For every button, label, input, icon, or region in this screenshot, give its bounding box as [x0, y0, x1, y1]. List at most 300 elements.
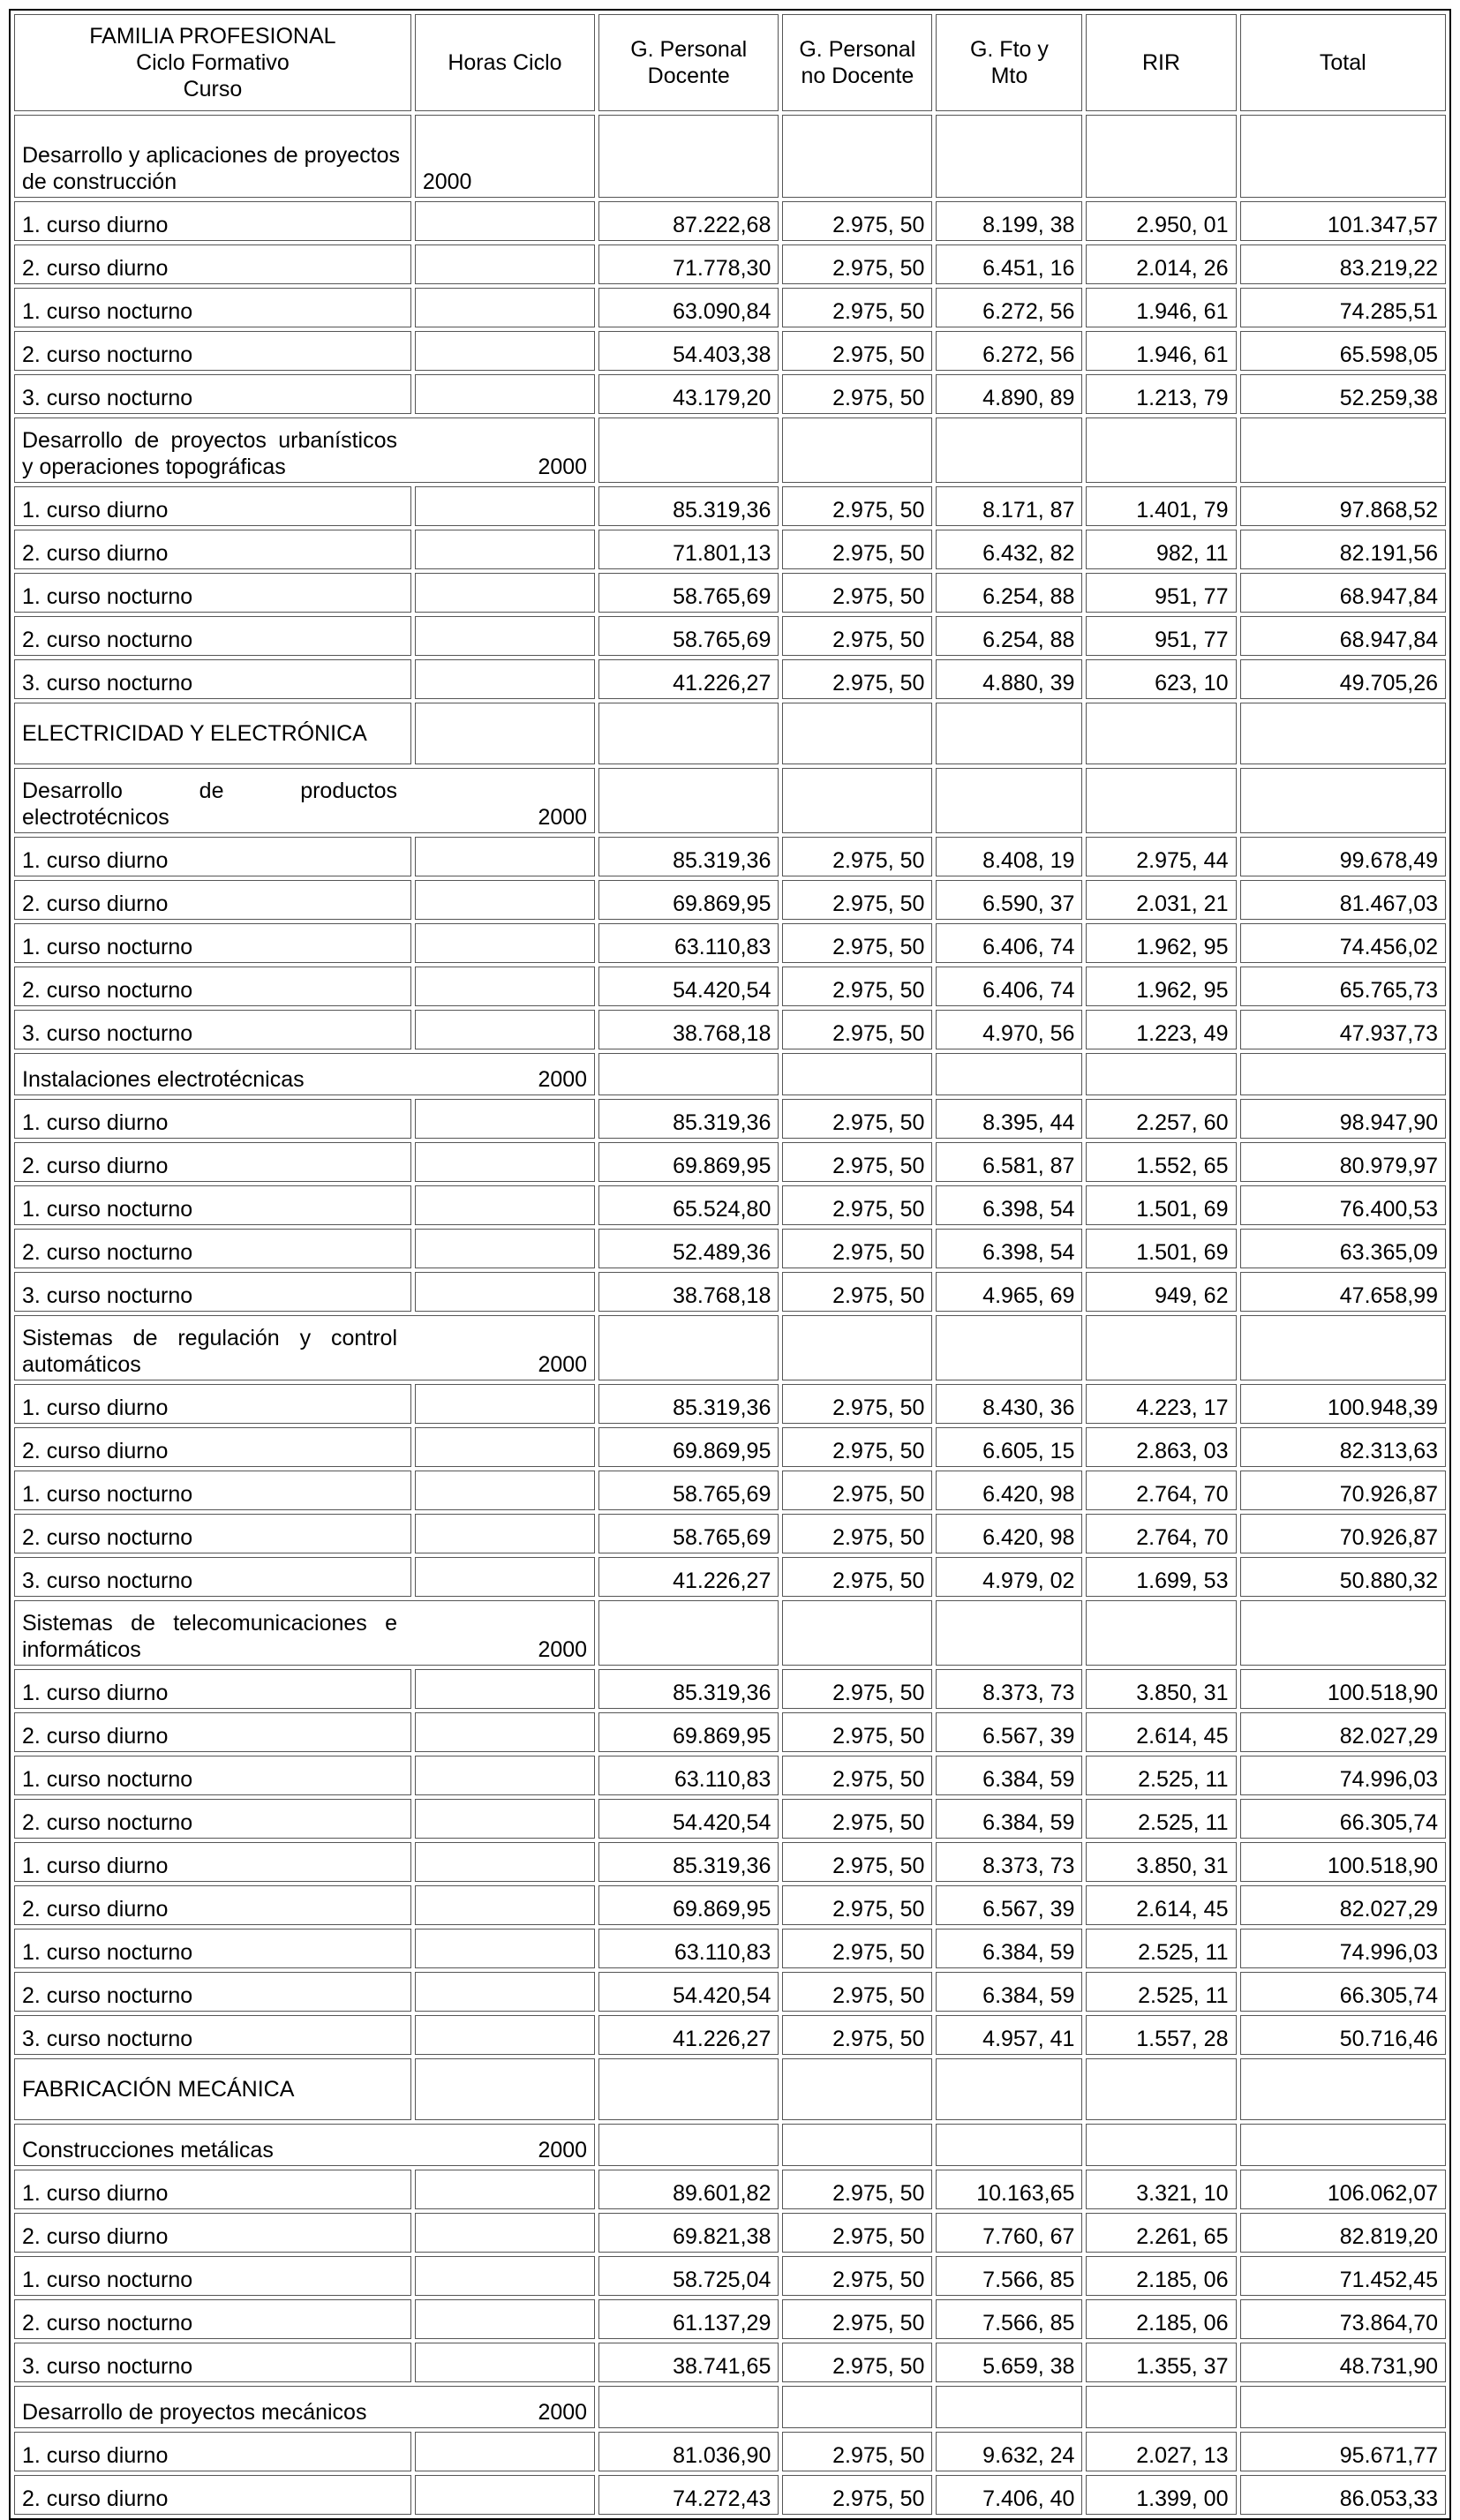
rir-cell: 2.031, 21	[1086, 880, 1236, 920]
rir-cell: 2.950, 01	[1086, 201, 1236, 241]
empty-cell	[782, 2124, 932, 2166]
empty-cell	[936, 2386, 1082, 2428]
personal-no-docente-cell: 2.975, 50	[782, 486, 932, 526]
empty-cell	[598, 2124, 779, 2166]
empty-cell	[782, 115, 932, 198]
personal-docente-cell: 54.420,54	[598, 967, 779, 1006]
total-cell: 97.868,52	[1240, 486, 1447, 526]
rir-cell: 3.321, 10	[1086, 2170, 1236, 2209]
personal-docente-cell: 54.420,54	[598, 1972, 779, 2012]
table-row-course	[14, 1099, 1446, 1139]
hours-cell	[415, 837, 595, 876]
total-cell: 68.947,84	[1240, 573, 1447, 613]
rir-cell: 1.962, 95	[1086, 923, 1236, 963]
table-row-cycle	[14, 1600, 1446, 1666]
fto-mto-cell: 6.420, 98	[936, 1471, 1082, 1510]
header-personal-no-docente: G. Personal no Docente	[782, 14, 932, 111]
rir-cell: 2.014, 26	[1086, 244, 1236, 284]
empty-cell	[936, 703, 1082, 764]
cycle-hours: 2000	[538, 2400, 588, 2425]
fto-mto-cell: 6.384, 59	[936, 1799, 1082, 1839]
cycle-name-cell	[14, 1315, 595, 1380]
empty-cell	[936, 2058, 1082, 2120]
personal-docente-cell: 71.801,13	[598, 530, 779, 569]
hours-cell	[415, 244, 595, 284]
rir-cell: 1.946, 61	[1086, 331, 1236, 371]
personal-no-docente-cell: 2.975, 50	[782, 1972, 932, 2012]
cycle-name: Sistemas de telecomunicaciones e informáticos	[22, 1611, 397, 1662]
course-name-cell: 2. curso nocturno	[14, 1972, 411, 2012]
personal-docente-cell: 63.110,83	[598, 1756, 779, 1795]
fto-mto-cell: 6.254, 88	[936, 573, 1082, 613]
cycle-name: Instalaciones electrotécnicas	[22, 1067, 305, 1092]
empty-cell	[598, 1053, 779, 1095]
total-cell: 48.731,90	[1240, 2343, 1447, 2382]
total-cell: 83.219,22	[1240, 244, 1447, 284]
fto-mto-cell: 4.957, 41	[936, 2015, 1082, 2055]
personal-docente-cell: 71.778,30	[598, 244, 779, 284]
fto-mto-cell: 6.406, 74	[936, 923, 1082, 963]
personal-no-docente-cell: 2.975, 50	[782, 1929, 932, 1968]
total-cell: 74.996,03	[1240, 1756, 1447, 1795]
table-row-course	[14, 659, 1446, 699]
personal-no-docente-cell: 2.975, 50	[782, 2256, 932, 2296]
empty-cell	[936, 115, 1082, 198]
course-name-cell: 1. curso nocturno	[14, 1185, 411, 1225]
personal-no-docente-cell: 2.975, 50	[782, 1756, 932, 1795]
personal-no-docente-cell: 2.975, 50	[782, 244, 932, 284]
hours-cell	[415, 1669, 595, 1709]
personal-no-docente-cell: 2.975, 50	[782, 1842, 932, 1882]
empty-cell	[415, 2058, 595, 2120]
personal-no-docente-cell: 2.975, 50	[782, 374, 932, 414]
rir-cell: 1.399, 00	[1086, 2475, 1236, 2515]
empty-cell	[782, 2386, 932, 2428]
fto-mto-cell: 4.979, 02	[936, 1557, 1082, 1597]
course-name-cell: 1. curso diurno	[14, 1384, 411, 1424]
course-name-cell: 1. curso nocturno	[14, 1756, 411, 1795]
personal-docente-cell: 69.869,95	[598, 1712, 779, 1752]
personal-no-docente-cell: 2.975, 50	[782, 2343, 932, 2382]
hours-cell	[415, 2299, 595, 2339]
fto-mto-cell: 6.420, 98	[936, 1514, 1082, 1553]
table-row-course	[14, 923, 1446, 963]
personal-no-docente-cell: 2.975, 50	[782, 880, 932, 920]
total-cell: 98.947,90	[1240, 1099, 1447, 1139]
personal-docente-cell: 54.420,54	[598, 1799, 779, 1839]
rir-cell: 1.699, 53	[1086, 1557, 1236, 1597]
hours-cell	[415, 530, 595, 569]
course-name-cell: 1. curso diurno	[14, 837, 411, 876]
personal-docente-cell: 61.137,29	[598, 2299, 779, 2339]
personal-docente-cell: 58.765,69	[598, 616, 779, 656]
course-name-cell: 2. curso diurno	[14, 244, 411, 284]
rir-cell: 3.850, 31	[1086, 1842, 1236, 1882]
total-cell: 82.027,29	[1240, 1712, 1447, 1752]
total-cell: 101.347,57	[1240, 201, 1447, 241]
personal-no-docente-cell: 2.975, 50	[782, 1010, 932, 1049]
cost-table	[9, 9, 1451, 2520]
cycle-hours: 2000	[538, 805, 588, 830]
personal-docente-cell: 85.319,36	[598, 837, 779, 876]
hours-cell	[415, 1010, 595, 1049]
rir-cell: 3.850, 31	[1086, 1669, 1236, 1709]
hours-cell	[415, 1099, 595, 1139]
table-row-course	[14, 2213, 1446, 2253]
personal-docente-cell: 41.226,27	[598, 1557, 779, 1597]
fto-mto-cell: 8.373, 73	[936, 1842, 1082, 1882]
rir-cell: 1.501, 69	[1086, 1229, 1236, 1268]
personal-no-docente-cell: 2.975, 50	[782, 837, 932, 876]
hours-cell	[415, 1842, 595, 1882]
empty-cell	[936, 1315, 1082, 1380]
course-name-cell: 2. curso nocturno	[14, 967, 411, 1006]
fto-mto-cell: 7.566, 85	[936, 2299, 1082, 2339]
empty-cell	[936, 417, 1082, 483]
empty-cell	[598, 1600, 779, 1666]
total-cell: 100.518,90	[1240, 1842, 1447, 1882]
rir-cell: 951, 77	[1086, 616, 1236, 656]
cycle-hours: 2000	[538, 455, 588, 479]
cycle-name-cell	[14, 417, 595, 483]
hours-cell	[415, 880, 595, 920]
hours-cell	[415, 2475, 595, 2515]
hours-cell: 2000	[415, 115, 595, 198]
cycle-hours: 2000	[538, 1352, 588, 1377]
personal-docente-cell: 58.765,69	[598, 1514, 779, 1553]
empty-cell	[1086, 1600, 1236, 1666]
rir-cell: 2.614, 45	[1086, 1885, 1236, 1925]
rir-cell: 2.525, 11	[1086, 1929, 1236, 1968]
table-row-course	[14, 1514, 1446, 1553]
personal-no-docente-cell: 2.975, 50	[782, 1384, 932, 1424]
course-name-cell: 1. curso diurno	[14, 2170, 411, 2209]
hours-cell	[415, 1384, 595, 1424]
total-cell: 82.819,20	[1240, 2213, 1447, 2253]
header-personal-docente: G. Personal Docente	[598, 14, 779, 111]
personal-docente-cell: 69.869,95	[598, 1885, 779, 1925]
hours-cell	[415, 1272, 595, 1312]
fto-mto-cell: 8.430, 36	[936, 1384, 1082, 1424]
rir-cell: 951, 77	[1086, 573, 1236, 613]
fto-mto-cell: 7.406, 40	[936, 2475, 1082, 2515]
rir-cell: 2.257, 60	[1086, 1099, 1236, 1139]
table-row-cycle	[14, 1315, 1446, 1380]
personal-docente-cell: 58.725,04	[598, 2256, 779, 2296]
fto-mto-cell: 7.566, 85	[936, 2256, 1082, 2296]
table-row-course	[14, 1712, 1446, 1752]
fto-mto-cell: 6.432, 82	[936, 530, 1082, 569]
rir-cell: 2.764, 70	[1086, 1514, 1236, 1553]
course-name-cell: 1. curso diurno	[14, 1842, 411, 1882]
table-row-course	[14, 331, 1446, 371]
personal-docente-cell: 41.226,27	[598, 2015, 779, 2055]
course-name-cell: 2. curso nocturno	[14, 2299, 411, 2339]
fto-mto-cell: 6.605, 15	[936, 1427, 1082, 1467]
table-row-course	[14, 1142, 1446, 1182]
course-name-cell: 1. curso diurno	[14, 486, 411, 526]
empty-cell	[782, 417, 932, 483]
table-row-course	[14, 2256, 1446, 2296]
course-name-cell: 1. curso diurno	[14, 201, 411, 241]
table-row-course	[14, 880, 1446, 920]
table-row-course	[14, 201, 1446, 241]
personal-no-docente-cell: 2.975, 50	[782, 1669, 932, 1709]
total-cell: 100.518,90	[1240, 1669, 1447, 1709]
table-row-course	[14, 2170, 1446, 2209]
personal-docente-cell: 52.489,36	[598, 1229, 779, 1268]
course-name-cell: 1. curso nocturno	[14, 2256, 411, 2296]
empty-cell	[598, 1315, 779, 1380]
personal-no-docente-cell: 2.975, 50	[782, 1712, 932, 1752]
empty-cell	[1086, 768, 1236, 833]
hours-cell	[415, 1427, 595, 1467]
empty-cell	[598, 2058, 779, 2120]
course-name-cell: 1. curso diurno	[14, 1669, 411, 1709]
empty-cell	[1240, 2386, 1447, 2428]
fto-mto-cell: 6.272, 56	[936, 331, 1082, 371]
cycle-name-cell: Desarrollo y aplicaciones de proyectos de construcción	[14, 115, 411, 198]
cycle-hours: 2000	[538, 1637, 588, 1662]
empty-cell	[782, 1600, 932, 1666]
personal-docente-cell: 69.869,95	[598, 1142, 779, 1182]
course-name-cell: 2. curso diurno	[14, 1712, 411, 1752]
table-row-course	[14, 1669, 1446, 1709]
family-name-cell: ELECTRICIDAD Y ELECTRÓNICA	[14, 703, 411, 764]
total-cell: 74.456,02	[1240, 923, 1447, 963]
total-cell: 82.027,29	[1240, 1885, 1447, 1925]
empty-cell	[1086, 2124, 1236, 2166]
empty-cell	[936, 1600, 1082, 1666]
total-cell: 66.305,74	[1240, 1799, 1447, 1839]
table-row-course	[14, 2343, 1446, 2382]
table-row-course	[14, 837, 1446, 876]
course-name-cell: 2. curso diurno	[14, 1885, 411, 1925]
hours-cell	[415, 1514, 595, 1553]
table-row-course	[14, 1010, 1446, 1049]
course-name-cell: 3. curso nocturno	[14, 374, 411, 414]
personal-docente-cell: 41.226,27	[598, 659, 779, 699]
total-cell: 82.191,56	[1240, 530, 1447, 569]
course-name-cell: 1. curso nocturno	[14, 923, 411, 963]
empty-cell	[415, 703, 595, 764]
fto-mto-cell: 7.760, 67	[936, 2213, 1082, 2253]
course-name-cell: 1. curso nocturno	[14, 573, 411, 613]
cycle-name: Construcciones metálicas	[22, 2138, 274, 2163]
total-cell: 99.678,49	[1240, 837, 1447, 876]
personal-docente-cell: 65.524,80	[598, 1185, 779, 1225]
fto-mto-cell: 8.395, 44	[936, 1099, 1082, 1139]
hours-cell	[415, 2170, 595, 2209]
hours-cell	[415, 374, 595, 414]
course-name-cell: 2. curso nocturno	[14, 1229, 411, 1268]
rir-cell: 2.185, 06	[1086, 2256, 1236, 2296]
personal-no-docente-cell: 2.975, 50	[782, 967, 932, 1006]
total-cell: 74.996,03	[1240, 1929, 1447, 1968]
fto-mto-cell: 4.970, 56	[936, 1010, 1082, 1049]
course-name-cell: 2. curso nocturno	[14, 1799, 411, 1839]
personal-no-docente-cell: 2.975, 50	[782, 1557, 932, 1597]
total-cell: 95.671,77	[1240, 2432, 1447, 2471]
personal-no-docente-cell: 2.975, 50	[782, 2213, 932, 2253]
fto-mto-cell: 5.659, 38	[936, 2343, 1082, 2382]
empty-cell	[598, 417, 779, 483]
total-cell: 81.467,03	[1240, 880, 1447, 920]
personal-docente-cell: 63.110,83	[598, 923, 779, 963]
course-name-cell: 3. curso nocturno	[14, 2343, 411, 2382]
rir-cell: 1.401, 79	[1086, 486, 1236, 526]
empty-cell	[1240, 1053, 1447, 1095]
personal-docente-cell: 63.090,84	[598, 288, 779, 327]
personal-no-docente-cell: 2.975, 50	[782, 331, 932, 371]
empty-cell	[782, 768, 932, 833]
table-row-course	[14, 288, 1446, 327]
rir-cell: 1.946, 61	[1086, 288, 1236, 327]
course-name-cell: 2. curso nocturno	[14, 331, 411, 371]
table-row-cycle	[14, 115, 1446, 198]
hours-cell	[415, 923, 595, 963]
table-row-course	[14, 244, 1446, 284]
cycle-name: Desarrollo de productos electrotécnicos	[22, 779, 397, 830]
table-row-course	[14, 1384, 1446, 1424]
empty-cell	[782, 1053, 932, 1095]
empty-cell	[1240, 2124, 1447, 2166]
cycle-name: Desarrollo de proyectos urbanísticos y operaciones topográficas	[22, 428, 397, 479]
personal-docente-cell: 43.179,20	[598, 374, 779, 414]
hours-cell	[415, 288, 595, 327]
cycle-name: Sistemas de regulación y control automáticos	[22, 1326, 397, 1377]
empty-cell	[1086, 1315, 1236, 1380]
fto-mto-cell: 8.171, 87	[936, 486, 1082, 526]
rir-cell: 1.962, 95	[1086, 967, 1236, 1006]
cycle-name: Desarrollo de proyectos mecánicos	[22, 2400, 367, 2425]
hours-cell	[415, 967, 595, 1006]
fto-mto-cell: 6.254, 88	[936, 616, 1082, 656]
hours-cell	[415, 1185, 595, 1225]
table-row-cycle	[14, 768, 1446, 833]
total-cell: 70.926,87	[1240, 1514, 1447, 1553]
course-name-cell: 2. curso diurno	[14, 530, 411, 569]
table-row-course	[14, 1972, 1446, 2012]
fto-mto-cell: 6.398, 54	[936, 1229, 1082, 1268]
personal-no-docente-cell: 2.975, 50	[782, 1799, 932, 1839]
personal-no-docente-cell: 2.975, 50	[782, 288, 932, 327]
header-row	[14, 14, 1446, 111]
rir-cell: 1.557, 28	[1086, 2015, 1236, 2055]
table-row-cycle	[14, 2124, 1446, 2166]
hours-cell	[415, 2213, 595, 2253]
table-row-course	[14, 2299, 1446, 2339]
fto-mto-cell: 9.632, 24	[936, 2432, 1082, 2471]
total-cell: 80.979,97	[1240, 1142, 1447, 1182]
empty-cell	[1240, 115, 1447, 198]
header-rir: RIR	[1086, 14, 1236, 111]
personal-no-docente-cell: 2.975, 50	[782, 1514, 932, 1553]
rir-cell: 2.027, 13	[1086, 2432, 1236, 2471]
rir-cell: 1.223, 49	[1086, 1010, 1236, 1049]
rir-cell: 2.185, 06	[1086, 2299, 1236, 2339]
personal-no-docente-cell: 2.975, 50	[782, 659, 932, 699]
course-name-cell: 2. curso diurno	[14, 1142, 411, 1182]
personal-no-docente-cell: 2.975, 50	[782, 923, 932, 963]
fto-mto-cell: 6.581, 87	[936, 1142, 1082, 1182]
personal-no-docente-cell: 2.975, 50	[782, 1099, 932, 1139]
empty-cell	[782, 2058, 932, 2120]
table-row-course	[14, 1427, 1446, 1467]
rir-cell: 2.975, 44	[1086, 837, 1236, 876]
fto-mto-cell: 6.567, 39	[936, 1712, 1082, 1752]
cycle-name-cell	[14, 2124, 595, 2166]
personal-docente-cell: 69.821,38	[598, 2213, 779, 2253]
hours-cell	[415, 616, 595, 656]
table-row-family	[14, 2058, 1446, 2120]
personal-no-docente-cell: 2.975, 50	[782, 530, 932, 569]
fto-mto-cell: 4.890, 89	[936, 374, 1082, 414]
fto-mto-cell: 6.384, 59	[936, 1756, 1082, 1795]
table-row-course	[14, 1842, 1446, 1882]
hours-cell	[415, 1929, 595, 1968]
course-name-cell: 1. curso diurno	[14, 1099, 411, 1139]
empty-cell	[1240, 768, 1447, 833]
hours-cell	[415, 1885, 595, 1925]
course-name-cell: 1. curso nocturno	[14, 288, 411, 327]
personal-docente-cell: 38.741,65	[598, 2343, 779, 2382]
hours-cell	[415, 486, 595, 526]
table-row-course	[14, 1185, 1446, 1225]
total-cell: 73.864,70	[1240, 2299, 1447, 2339]
total-cell: 68.947,84	[1240, 616, 1447, 656]
fto-mto-cell: 6.451, 16	[936, 244, 1082, 284]
table-row-course	[14, 1272, 1446, 1312]
personal-no-docente-cell: 2.975, 50	[782, 201, 932, 241]
hours-cell	[415, 201, 595, 241]
empty-cell	[1240, 417, 1447, 483]
rir-cell: 1.501, 69	[1086, 1185, 1236, 1225]
total-cell: 74.285,51	[1240, 288, 1447, 327]
rir-cell: 2.525, 11	[1086, 1799, 1236, 1839]
course-name-cell: 3. curso nocturno	[14, 1010, 411, 1049]
empty-cell	[1086, 1053, 1236, 1095]
total-cell: 52.259,38	[1240, 374, 1447, 414]
hours-cell	[415, 2256, 595, 2296]
hours-cell	[415, 1972, 595, 2012]
table-row-course	[14, 2015, 1446, 2055]
empty-cell	[598, 115, 779, 198]
hours-cell	[415, 1712, 595, 1752]
personal-docente-cell: 38.768,18	[598, 1272, 779, 1312]
table-row-course	[14, 1929, 1446, 1968]
total-cell: 65.598,05	[1240, 331, 1447, 371]
fto-mto-cell: 6.384, 59	[936, 1929, 1082, 1968]
personal-docente-cell: 85.319,36	[598, 486, 779, 526]
hours-cell	[415, 1142, 595, 1182]
personal-no-docente-cell: 2.975, 50	[782, 1185, 932, 1225]
cycle-name-cell	[14, 2386, 595, 2428]
course-name-cell: 3. curso nocturno	[14, 2015, 411, 2055]
personal-docente-cell: 58.765,69	[598, 1471, 779, 1510]
hours-cell	[415, 659, 595, 699]
empty-cell	[782, 703, 932, 764]
fto-mto-cell: 8.199, 38	[936, 201, 1082, 241]
total-cell: 106.062,07	[1240, 2170, 1447, 2209]
table-row-course	[14, 2475, 1446, 2515]
personal-docente-cell: 87.222,68	[598, 201, 779, 241]
table-row-course	[14, 967, 1446, 1006]
fto-mto-cell: 4.965, 69	[936, 1272, 1082, 1312]
rir-cell: 4.223, 17	[1086, 1384, 1236, 1424]
empty-cell	[1086, 2058, 1236, 2120]
personal-no-docente-cell: 2.975, 50	[782, 1142, 932, 1182]
